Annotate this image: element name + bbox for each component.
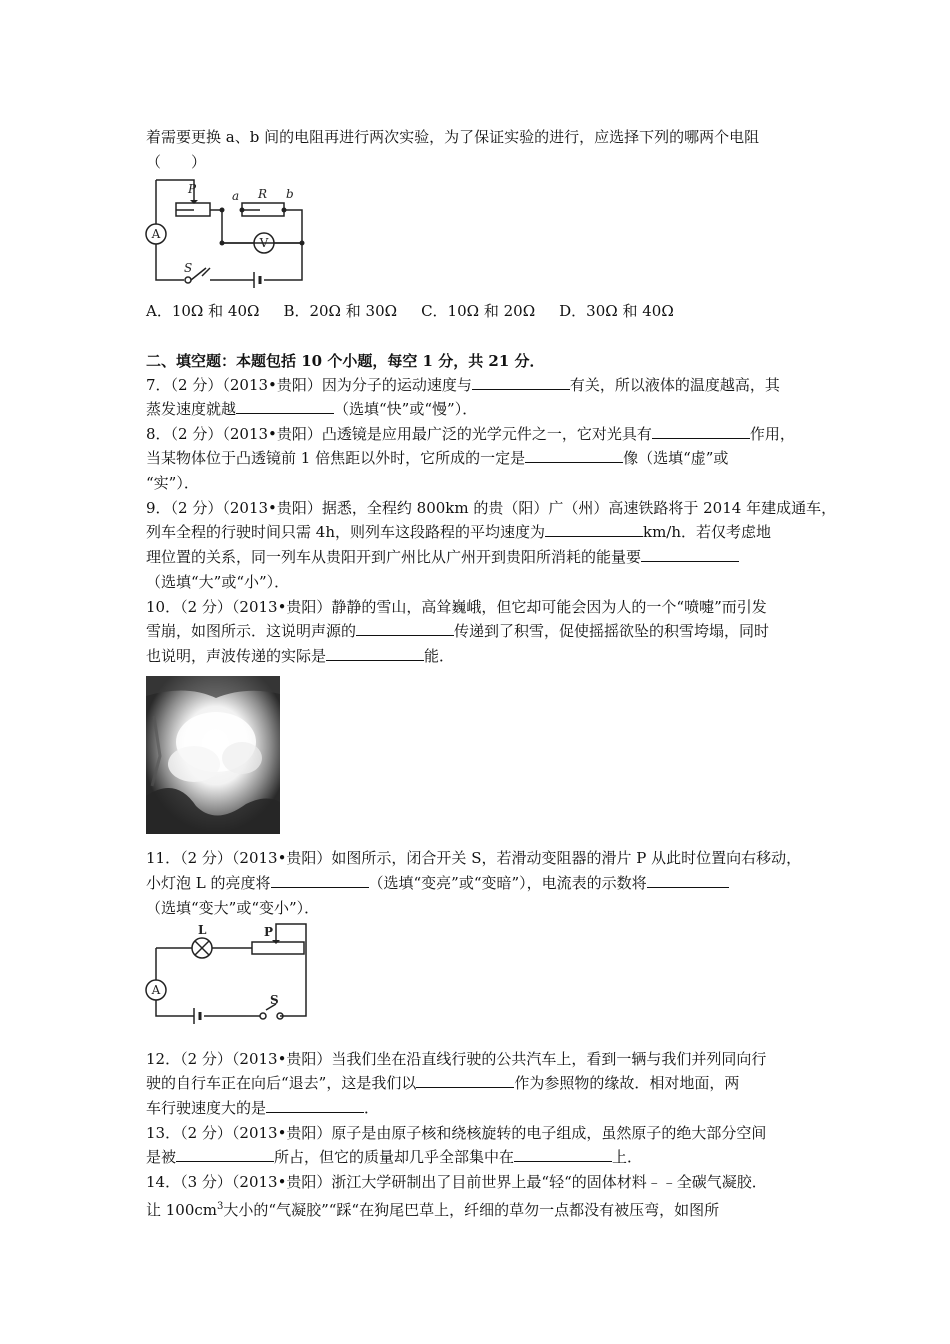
q6-label-voltmeter: V (259, 236, 269, 250)
q7-blank-1[interactable] (472, 374, 570, 390)
q11-line2: 小灯泡 L 的亮度将 （选填“变亮”或“变暗”），电流表的示数将 (146, 872, 729, 894)
section2-heading: 二、填空题：本题包括 10 个小题，每空 1 分，共 21 分． (146, 352, 545, 370)
q8-blank-1[interactable] (652, 423, 750, 439)
q13-blank-1[interactable] (176, 1146, 274, 1162)
q7-line2: 蒸发速度就越 （选填“快”或“慢”）． (146, 400, 478, 418)
q6-label-p: P (188, 182, 197, 196)
q6-junction (300, 241, 305, 246)
q6-wire-outer (156, 180, 302, 280)
q12-blank-1[interactable] (416, 1072, 514, 1088)
q8-line2: 当某物体位于凸透镜前 1 倍焦距以外时，它所成的一定是 像（选填“虚”或 (146, 449, 729, 467)
q14-line2: 让 $100cm^3$大小的“气凝胶”“踩“在狗尾巴草上，纤细的草勿一点都没有被压弯，如图所 (146, 1201, 720, 1219)
q9-line2: 列车全程的行驶时间只需 4h，则列车这段路程的平均速度为 km/h．若仅考虑地 (146, 523, 772, 541)
q6-circuit-diagram (140, 176, 320, 298)
avalanche-photo (146, 676, 280, 834)
q13-line1: 13．（2 分）（2013•贵阳）原子是由原子核和绕核旋转的电子组成，虽然原子的绝大部分空间 (146, 1124, 767, 1142)
q9-line4: （选填“大”或“小”）． (146, 573, 290, 591)
q12-line3: 车行驶速度大的是 ． (146, 1099, 380, 1117)
q11-circuit-diagram (140, 920, 312, 1026)
q11-blank-1[interactable] (271, 872, 369, 888)
q6-text-line1: 着需要更换 a、b 间的电阻再进行两次实验，为了保证实验的进行，应选择下列的哪两个电阻 (146, 128, 760, 146)
q9-line1: 9．（2 分）（2013•贵阳）据悉，全程约 800km 的贵（阳）广（州）高速铁路将于 2014 年建成通车， (146, 499, 837, 517)
q14-line1: 14．（3 分）（2013•贵阳）浙江大学研制出了目前世界上最“轻“的固体材料﹣﹣全碳气凝胶． (146, 1173, 767, 1191)
q8-line3: “实”）． (146, 474, 199, 492)
q6-node-a (240, 208, 245, 213)
q12-blank-2[interactable] (266, 1097, 364, 1113)
q11-lamp-cross (195, 941, 209, 955)
q6-label-r: R (258, 187, 268, 201)
q6-option-c[interactable]: C．10Ω 和 20Ω (421, 302, 536, 320)
q6-node-b (282, 208, 287, 213)
q11-line1: 11．（2 分）（2013•贵阳）如图所示，闭合开关 S，若滑动变阻器的滑片 P 从此时位置向右移动， (146, 849, 802, 867)
q10-line1: 10．（2 分）（2013•贵阳）静静的雪山，高耸巍峨，但它却可能会因为人的一个“喷嚏”而引发 (146, 598, 767, 616)
q13-blank-2[interactable] (514, 1146, 612, 1162)
q12-line2: 驶的自行车正在向后“退去”，这是我们以 作为参照物的缘故．相对地面，两 (146, 1074, 740, 1092)
q11-line3: （选填“变大”或“变小”）． (146, 899, 320, 917)
q6-label-a: a (232, 189, 240, 203)
q9-blank-2[interactable] (641, 546, 739, 562)
q6-option-a[interactable]: A．10Ω 和 40Ω (146, 302, 260, 320)
q11-label-l: L (198, 923, 207, 937)
q6-switch-terminal (185, 277, 191, 283)
q7-line1: 7．（2 分）（2013•贵阳）因为分子的运动速度与 有关，所以液体的温度越高，其 (146, 376, 780, 394)
q6-label-switch: S (184, 261, 193, 275)
q11-wire (156, 924, 306, 1016)
q6-option-d[interactable]: D．30Ω 和 40Ω (559, 302, 674, 320)
q6-label-ammeter: A (151, 227, 161, 241)
q6-options (146, 300, 674, 322)
q6-junction (220, 241, 225, 246)
q11-switch-terminal (260, 1013, 266, 1019)
q13-line2: 是被 所占，但它的质量却几乎全部集中在 上． (146, 1148, 643, 1166)
q11-label-switch: S (270, 993, 279, 1007)
q8-line1: 8．（2 分）（2013•贵阳）凸透镜是应用最广泛的光学元件之一，它对光具有 作用， (146, 425, 795, 443)
q11-blank-2[interactable] (647, 872, 729, 888)
q6-option-b[interactable]: B．20Ω 和 30Ω (283, 302, 398, 320)
q11-label-ammeter: A (151, 983, 161, 997)
q9-blank-1[interactable] (545, 521, 643, 537)
q6-label-b: b (286, 187, 294, 201)
q9-line3: 理位置的关系，同一列车从贵阳开到广州比从广州开到贵阳所消耗的能量要 (146, 546, 739, 568)
q10-blank-1[interactable] (356, 620, 454, 636)
q7-blank-2[interactable] (236, 398, 334, 414)
q10-blank-2[interactable] (326, 645, 424, 661)
q11-rheostat (252, 942, 304, 954)
q6-junction (220, 208, 225, 213)
q14-superscript: 3 (217, 1201, 224, 1212)
q8-blank-2[interactable] (525, 447, 623, 463)
q10-line3: 也说明，声波传递的实际是 能． (146, 647, 455, 665)
q10-line2: 雪崩，如图所示．这说明声源的 传递到了积雪，促使摇摇欲坠的积雪垮塌，同时 (146, 622, 770, 640)
q6-answer-bracket: （ ） (146, 153, 207, 171)
q12-line1: 12．（2 分）（2013•贵阳）当我们坐在沿直线行驶的公共汽车上，看到一辆与我们并列同向行 (146, 1050, 767, 1068)
q11-label-p: P (264, 925, 274, 939)
